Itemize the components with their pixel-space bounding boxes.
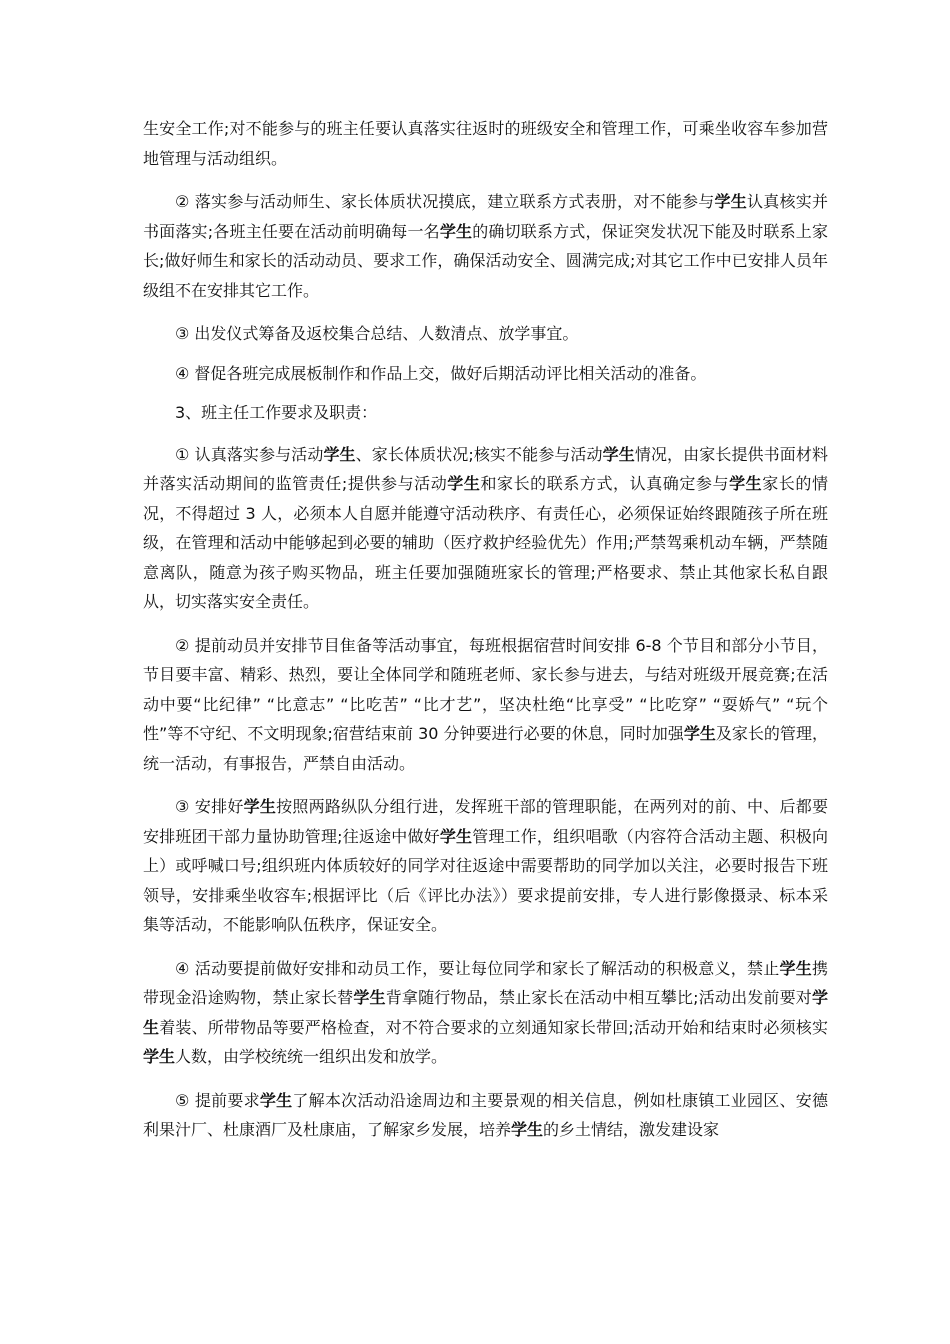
paragraph-5 (143, 440, 828, 617)
text-run: 及家长的管理，统一活动，有事报告，严禁自由活动。 (143, 724, 828, 773)
paragraph-9 (143, 1086, 828, 1145)
paragraph-6 (143, 631, 828, 779)
section-heading-3 (143, 398, 828, 428)
paragraph-7 (143, 792, 828, 940)
document-body (143, 114, 828, 1145)
paragraph-2 (143, 187, 828, 305)
text-run: ① 认真落实参与活动 (175, 444, 324, 464)
text-run: 认真核实并书面落实;各班主任要在活动前明确每一名 (143, 192, 828, 241)
bold-keyword: 学生 (511, 1120, 544, 1139)
text-run: 按照两路纵队分组行进，发挥班干部的管理职能，在两列对的前、中、后都要安排班团干部力量协助管理;往返途中做好 (143, 797, 828, 846)
text-run: ② 落实参与活动师生、家长体质状况摸底，建立联系方式表册，对不能参与 (175, 192, 715, 211)
bold-keyword: 学生 (143, 988, 828, 1037)
paragraph-4 (143, 359, 828, 389)
bold-keyword: 学生 (353, 988, 386, 1007)
bold-keyword: 学生 (439, 221, 473, 241)
bold-keyword: 学生 (447, 474, 481, 493)
text-run: 的确切联系方式，保证突发状况下能及时联系上家长;做好师生和家长的活动动员、要求工作，确保活动安全、圆满完成;对其它工作中已安排人员年级组不在安排其它工作。 (143, 221, 828, 300)
text-run: 和家长的联系方式，认真确定参与 (480, 474, 730, 493)
bold-keyword: 学生 (259, 1090, 293, 1110)
bold-keyword: 学生 (779, 958, 812, 978)
paragraph-1 (143, 114, 828, 173)
paragraph-3 (143, 319, 828, 349)
text-run: ② 提前动员并安排节目隹备等活动事宜，每班根据宿营时间安排 6-8 个节目和部分小节目，节目要丰富、精彩、热烈，要让全体同学和随班老师、家长参与进去，与结对班级开展竞赛;在活动中要“比纪律” “比意志” “比吃苦” “比才艺”，坚决杜绝“比享受” “比吃穿” “耍娇气” “玩个性”等不守纪、不文明现象;宿营结束前 30 分钟要进行必要的休息，同时加强 (143, 635, 828, 743)
text-run: 、家长体质状况;核实不能参与活动 (355, 444, 603, 464)
bold-keyword: 学生 (729, 474, 763, 493)
text-run: 携带现金沿途购物，禁止家长替 (143, 958, 828, 1007)
bold-keyword: 学生 (714, 192, 748, 211)
bold-keyword: 学生 (143, 1047, 176, 1066)
text-run: 人数，由学校统统一组织出发和放学。 (175, 1047, 448, 1066)
text-run: ③ 安排好 (175, 797, 244, 816)
text-run: 了解本次活动沿途周边和主要景观的相关信息，例如杜康镇工业园区、安德利果汁厂、杜康酒厂及杜康庙，了解家乡发展，培养 (143, 1090, 828, 1139)
text-run: 3、班主任工作要求及职责： (175, 403, 378, 422)
bold-keyword: 学生 (439, 826, 473, 846)
text-run: ③ 出发仪式筹备及返校集合总结、人数清点、放学事宜。 (175, 324, 579, 343)
text-run: 管理工作，组织唱歌（内容符合活动主题、积极向上）或呼喊口号;组织班内体质较好的同学对往返途中需要帮助的同学加以关注，必要时报告下班领导，安排乘坐收容车;根据评比（后《评比办法》）要求提前安排，专人进行影像摄录、标本采集等活动，不能影响队伍秩序，保证安全。 (143, 826, 828, 934)
bold-keyword: 学生 (323, 444, 356, 464)
text-run: 背拿随行物品，禁止家长在活动中相互攀比;活动出发前要对 (385, 988, 812, 1007)
text-run: 家长的情况，不得超过 3 人，必须本人自愿并能遵守活动秩序、有责任心，必须保证始终跟随孩子所在班级，在管理和活动中能够起到必要的辅助（医疗救护经验优先）作用;严禁驾乘机动车辆，严禁随意离队，随意为孩子购买物品，班主任要加强随班家长的管理;严格要求、禁止其他家长私自跟从，切实落实安全责任。 (143, 474, 828, 611)
text-run: 着装、所带物品等要严格检查，对不符合要求的立刻通知家长带回;活动开始和结束时必须核实 (159, 1017, 828, 1037)
text-run: 的乡土情结，激发建设家 (543, 1120, 720, 1139)
text-run: ⑤ 提前要求 (175, 1090, 260, 1110)
bold-keyword: 学生 (243, 797, 277, 816)
text-run: 情况，由家长提供书面材料并落实活动期间的监管责任;提供参与活动 (143, 444, 828, 493)
bold-keyword: 学生 (602, 444, 635, 464)
text-run: ④ 督促各班完成展板制作和作品上交，做好后期活动评比相关活动的准备。 (175, 363, 707, 383)
paragraph-8 (143, 954, 828, 1072)
bold-keyword: 学生 (683, 724, 716, 743)
text-run: ④ 活动要提前做好安排和动员工作，要让每位同学和家长了解活动的积极意义，禁止 (175, 958, 780, 978)
text-run: 生安全工作;对不能参与的班主任要认真落实往返时的班级安全和管理工作，可乘坐收容车参加营地管理与活动组织。 (143, 119, 828, 168)
